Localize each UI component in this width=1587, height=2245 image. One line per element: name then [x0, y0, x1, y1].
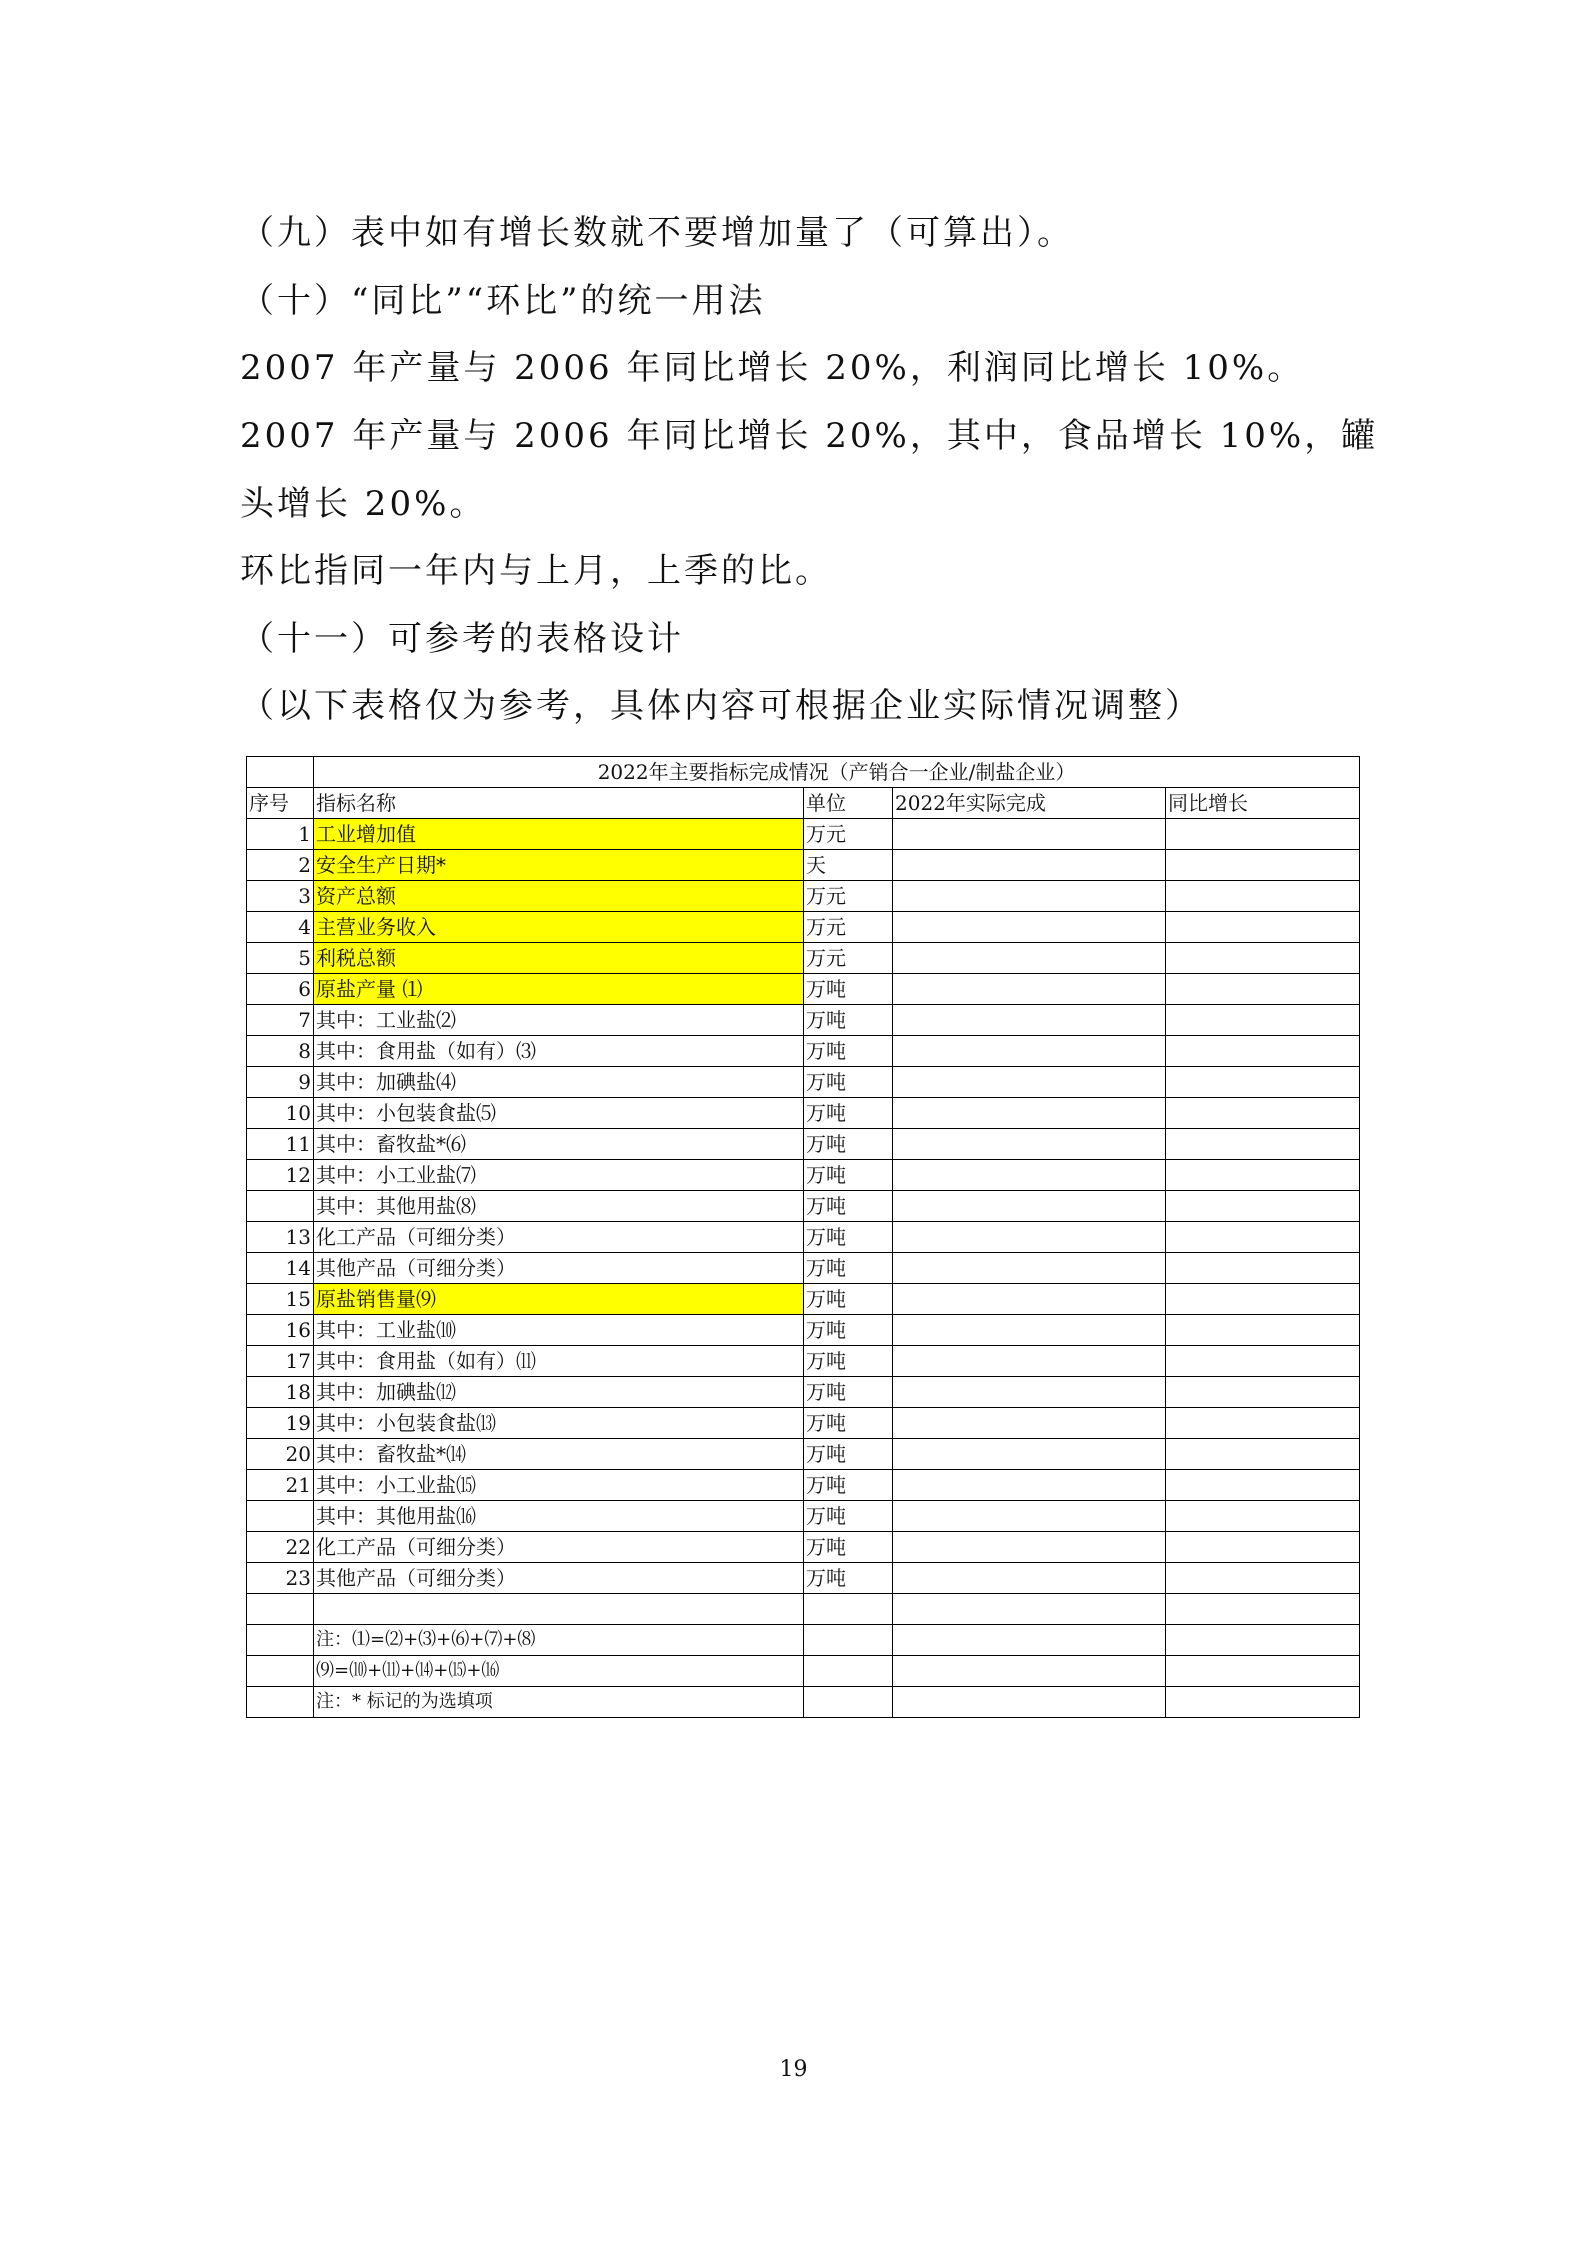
- row-indicator-name: 其中：加碘盐⑷: [314, 1067, 804, 1098]
- header-actual: 2022年实际完成: [893, 788, 1166, 819]
- table-note-row: [247, 1625, 1360, 1656]
- row-actual-cell: [893, 912, 1166, 943]
- note-empty-cell: [1166, 1687, 1360, 1718]
- row-actual-cell: [893, 1098, 1166, 1129]
- row-unit: 万吨: [804, 1439, 893, 1470]
- row-seq: 4: [247, 912, 314, 943]
- table-note: （以下表格仅为参考，具体内容可根据企业实际情况调整）: [240, 686, 1202, 726]
- row-indicator-name: 其中：食用盐（如有）⑶: [314, 1036, 804, 1067]
- note-empty-cell: [1166, 1656, 1360, 1687]
- table-row: [247, 1377, 1360, 1408]
- row-seq: [247, 1501, 314, 1532]
- row-indicator-name: 其中：畜牧盐*⒁: [314, 1439, 804, 1470]
- row-seq: 21: [247, 1470, 314, 1501]
- row-indicator-name: 其他产品（可细分类）: [314, 1563, 804, 1594]
- row-seq: 19: [247, 1408, 314, 1439]
- row-actual-cell: [893, 1067, 1166, 1098]
- row-seq: 2: [247, 850, 314, 881]
- row-actual-cell: [893, 1005, 1166, 1036]
- row-unit: 万吨: [804, 1501, 893, 1532]
- note-empty-cell: [893, 1625, 1166, 1656]
- row-unit: 天: [804, 850, 893, 881]
- row-yoy-cell: [1166, 1470, 1360, 1501]
- row-unit: 万元: [804, 881, 893, 912]
- row-seq: 6: [247, 974, 314, 1005]
- row-yoy-cell: [1166, 1532, 1360, 1563]
- note-empty-cell: [804, 1687, 893, 1718]
- row-yoy-cell: [1166, 1005, 1360, 1036]
- row-yoy-cell: [1166, 1191, 1360, 1222]
- row-actual-cell: [893, 1501, 1166, 1532]
- row-seq: 8: [247, 1036, 314, 1067]
- note-seq-cell: [247, 1656, 314, 1687]
- row-yoy-cell: [1166, 1253, 1360, 1284]
- row-actual-cell: [893, 819, 1166, 850]
- row-actual-cell: [893, 1532, 1166, 1563]
- note-empty-cell: [893, 1656, 1166, 1687]
- table-row: [247, 1315, 1360, 1346]
- row-unit: 万吨: [804, 1284, 893, 1315]
- row-yoy-cell: [1166, 1377, 1360, 1408]
- table-row: [247, 1470, 1360, 1501]
- row-yoy-cell: [1166, 1036, 1360, 1067]
- row-yoy-cell: [1166, 1129, 1360, 1160]
- row-seq: 14: [247, 1253, 314, 1284]
- row-yoy-cell: [1166, 943, 1360, 974]
- paragraph-10: （十）“同比”“环比”的统一用法: [240, 281, 766, 321]
- paragraph-11: （十一）可参考的表格设计: [240, 619, 684, 659]
- row-actual-cell: [893, 1408, 1166, 1439]
- row-unit: 万吨: [804, 1346, 893, 1377]
- table-row: [247, 974, 1360, 1005]
- row-indicator-name: 其中：畜牧盐*⑹: [314, 1129, 804, 1160]
- row-seq: 1: [247, 819, 314, 850]
- row-seq: 20: [247, 1439, 314, 1470]
- row-yoy-cell: [1166, 1439, 1360, 1470]
- row-unit: 万吨: [804, 1408, 893, 1439]
- note-empty-cell: [1166, 1625, 1360, 1656]
- row-unit: 万吨: [804, 1222, 893, 1253]
- row-indicator-name: 其中：小工业盐⒂: [314, 1470, 804, 1501]
- table-note-row: [247, 1656, 1360, 1687]
- blank-cell: [1166, 1594, 1360, 1625]
- table-row: [247, 1160, 1360, 1191]
- header-name: 指标名称: [314, 788, 804, 819]
- row-yoy-cell: [1166, 1067, 1360, 1098]
- row-actual-cell: [893, 1191, 1166, 1222]
- row-indicator-name: 其中：小包装食盐⑸: [314, 1098, 804, 1129]
- blank-cell: [893, 1594, 1166, 1625]
- row-unit: 万元: [804, 819, 893, 850]
- table-note-row: [247, 1687, 1360, 1718]
- row-indicator-name: 工业增加值: [314, 819, 804, 850]
- header-seq: 序号: [247, 788, 314, 819]
- table-row: [247, 1005, 1360, 1036]
- row-seq: 10: [247, 1098, 314, 1129]
- indicators-table: [246, 756, 1360, 1718]
- example-1: 2007 年产量与 2006 年同比增长 20%，利润同比增长 10%。: [240, 348, 1305, 388]
- row-unit: 万元: [804, 943, 893, 974]
- row-indicator-name: 主营业务收入: [314, 912, 804, 943]
- table-row: [247, 1222, 1360, 1253]
- row-indicator-name: 利税总额: [314, 943, 804, 974]
- row-actual-cell: [893, 1160, 1166, 1191]
- row-unit: 万吨: [804, 1253, 893, 1284]
- row-seq: 17: [247, 1346, 314, 1377]
- row-yoy-cell: [1166, 1160, 1360, 1191]
- row-unit: 万吨: [804, 1036, 893, 1067]
- row-actual-cell: [893, 1346, 1166, 1377]
- row-unit: 万吨: [804, 1470, 893, 1501]
- table-blank-row: [247, 1594, 1360, 1625]
- table-header-row: [247, 788, 1360, 819]
- table-note-text: 注：* 标记的为选填项: [314, 1687, 804, 1718]
- table-row: [247, 881, 1360, 912]
- row-indicator-name: 其中：其他用盐⑻: [314, 1191, 804, 1222]
- row-indicator-name: 其中：小包装食盐⒀: [314, 1408, 804, 1439]
- row-yoy-cell: [1166, 1408, 1360, 1439]
- blank-cell: [804, 1594, 893, 1625]
- row-actual-cell: [893, 1377, 1166, 1408]
- row-actual-cell: [893, 1253, 1166, 1284]
- row-unit: 万吨: [804, 1067, 893, 1098]
- row-yoy-cell: [1166, 974, 1360, 1005]
- row-seq: 5: [247, 943, 314, 974]
- row-indicator-name: 其中：小工业盐⑺: [314, 1160, 804, 1191]
- table-row: [247, 1563, 1360, 1594]
- row-yoy-cell: [1166, 1315, 1360, 1346]
- table-row: [247, 1067, 1360, 1098]
- row-seq: 12: [247, 1160, 314, 1191]
- row-indicator-name: 原盐产量 ⑴: [314, 974, 804, 1005]
- row-actual-cell: [893, 881, 1166, 912]
- row-indicator-name: 资产总额: [314, 881, 804, 912]
- row-seq: 15: [247, 1284, 314, 1315]
- row-actual-cell: [893, 1439, 1166, 1470]
- row-actual-cell: [893, 1036, 1166, 1067]
- header-unit: 单位: [804, 788, 893, 819]
- row-yoy-cell: [1166, 1284, 1360, 1315]
- blank-cell: [314, 1594, 804, 1625]
- table-row: [247, 1253, 1360, 1284]
- row-actual-cell: [893, 1315, 1166, 1346]
- row-unit: 万吨: [804, 1098, 893, 1129]
- paragraph-9: （九）表中如有增长数就不要增加量了（可算出）。: [240, 213, 1074, 253]
- table-row: [247, 1191, 1360, 1222]
- table-title-row: [247, 757, 1360, 788]
- table-note-text: ⑼=⑽+⑾+⒁+⒂+⒃: [314, 1656, 804, 1687]
- note-seq-cell: [247, 1687, 314, 1718]
- table-row: [247, 943, 1360, 974]
- row-unit: 万吨: [804, 1129, 893, 1160]
- row-unit: 万吨: [804, 974, 893, 1005]
- row-unit: 万吨: [804, 1377, 893, 1408]
- row-actual-cell: [893, 1222, 1166, 1253]
- row-seq: 3: [247, 881, 314, 912]
- row-seq: [247, 1191, 314, 1222]
- example-2-line-1: 2007 年产量与 2006 年同比增长 20%，其中，食品增长 10%，罐: [240, 416, 1379, 456]
- row-indicator-name: 其中：加碘盐⑿: [314, 1377, 804, 1408]
- table-note-text: 注：⑴=⑵+⑶+⑹+⑺+⑻: [314, 1625, 804, 1656]
- row-yoy-cell: [1166, 881, 1360, 912]
- table-row: [247, 912, 1360, 943]
- note-seq-cell: [247, 1625, 314, 1656]
- row-actual-cell: [893, 974, 1166, 1005]
- table-row: [247, 1129, 1360, 1160]
- example-2-line-2: 头增长 20%。: [240, 484, 487, 524]
- row-yoy-cell: [1166, 850, 1360, 881]
- row-yoy-cell: [1166, 1501, 1360, 1532]
- table-row: [247, 1346, 1360, 1377]
- row-yoy-cell: [1166, 1346, 1360, 1377]
- table-row: [247, 1439, 1360, 1470]
- row-yoy-cell: [1166, 1222, 1360, 1253]
- row-indicator-name: 其中：工业盐⑽: [314, 1315, 804, 1346]
- row-seq: 16: [247, 1315, 314, 1346]
- row-unit: 万吨: [804, 1160, 893, 1191]
- huanbi-definition: 环比指同一年内与上月，上季的比。: [240, 551, 832, 591]
- row-actual-cell: [893, 1470, 1166, 1501]
- row-indicator-name: 原盐销售量⑼: [314, 1284, 804, 1315]
- row-indicator-name: 其他产品（可细分类）: [314, 1253, 804, 1284]
- row-indicator-name: 化工产品（可细分类）: [314, 1222, 804, 1253]
- row-unit: 万吨: [804, 1191, 893, 1222]
- row-indicator-name: 安全生产日期*: [314, 850, 804, 881]
- row-yoy-cell: [1166, 1098, 1360, 1129]
- row-seq: 18: [247, 1377, 314, 1408]
- row-yoy-cell: [1166, 819, 1360, 850]
- page-number: 19: [779, 2057, 808, 2082]
- note-empty-cell: [804, 1656, 893, 1687]
- table-body: [247, 757, 1360, 1718]
- row-actual-cell: [893, 850, 1166, 881]
- table-row: [247, 850, 1360, 881]
- table-title-empty-cell: [247, 757, 314, 788]
- row-seq: 11: [247, 1129, 314, 1160]
- note-empty-cell: [893, 1687, 1166, 1718]
- row-unit: 万吨: [804, 1005, 893, 1036]
- table-row: [247, 1408, 1360, 1439]
- table-row: [247, 1532, 1360, 1563]
- table-title: 2022年主要指标完成情况（产销合一企业/制盐企业）: [314, 757, 1360, 788]
- table-row: [247, 819, 1360, 850]
- row-seq: 23: [247, 1563, 314, 1594]
- row-seq: 13: [247, 1222, 314, 1253]
- row-yoy-cell: [1166, 1563, 1360, 1594]
- table-row: [247, 1284, 1360, 1315]
- table-row: [247, 1098, 1360, 1129]
- row-actual-cell: [893, 943, 1166, 974]
- row-indicator-name: 其中：其他用盐⒃: [314, 1501, 804, 1532]
- row-unit: 万吨: [804, 1563, 893, 1594]
- row-indicator-name: 其中：食用盐（如有）⑾: [314, 1346, 804, 1377]
- note-empty-cell: [804, 1625, 893, 1656]
- table-row: [247, 1501, 1360, 1532]
- row-unit: 万吨: [804, 1315, 893, 1346]
- blank-cell: [247, 1594, 314, 1625]
- row-actual-cell: [893, 1284, 1166, 1315]
- row-unit: 万元: [804, 912, 893, 943]
- row-seq: 9: [247, 1067, 314, 1098]
- row-indicator-name: 其中：工业盐⑵: [314, 1005, 804, 1036]
- row-actual-cell: [893, 1129, 1166, 1160]
- row-actual-cell: [893, 1563, 1166, 1594]
- table-row: [247, 1036, 1360, 1067]
- row-indicator-name: 化工产品（可细分类）: [314, 1532, 804, 1563]
- row-yoy-cell: [1166, 912, 1360, 943]
- header-yoy: 同比增长: [1166, 788, 1360, 819]
- row-seq: 22: [247, 1532, 314, 1563]
- row-seq: 7: [247, 1005, 314, 1036]
- row-unit: 万吨: [804, 1532, 893, 1563]
